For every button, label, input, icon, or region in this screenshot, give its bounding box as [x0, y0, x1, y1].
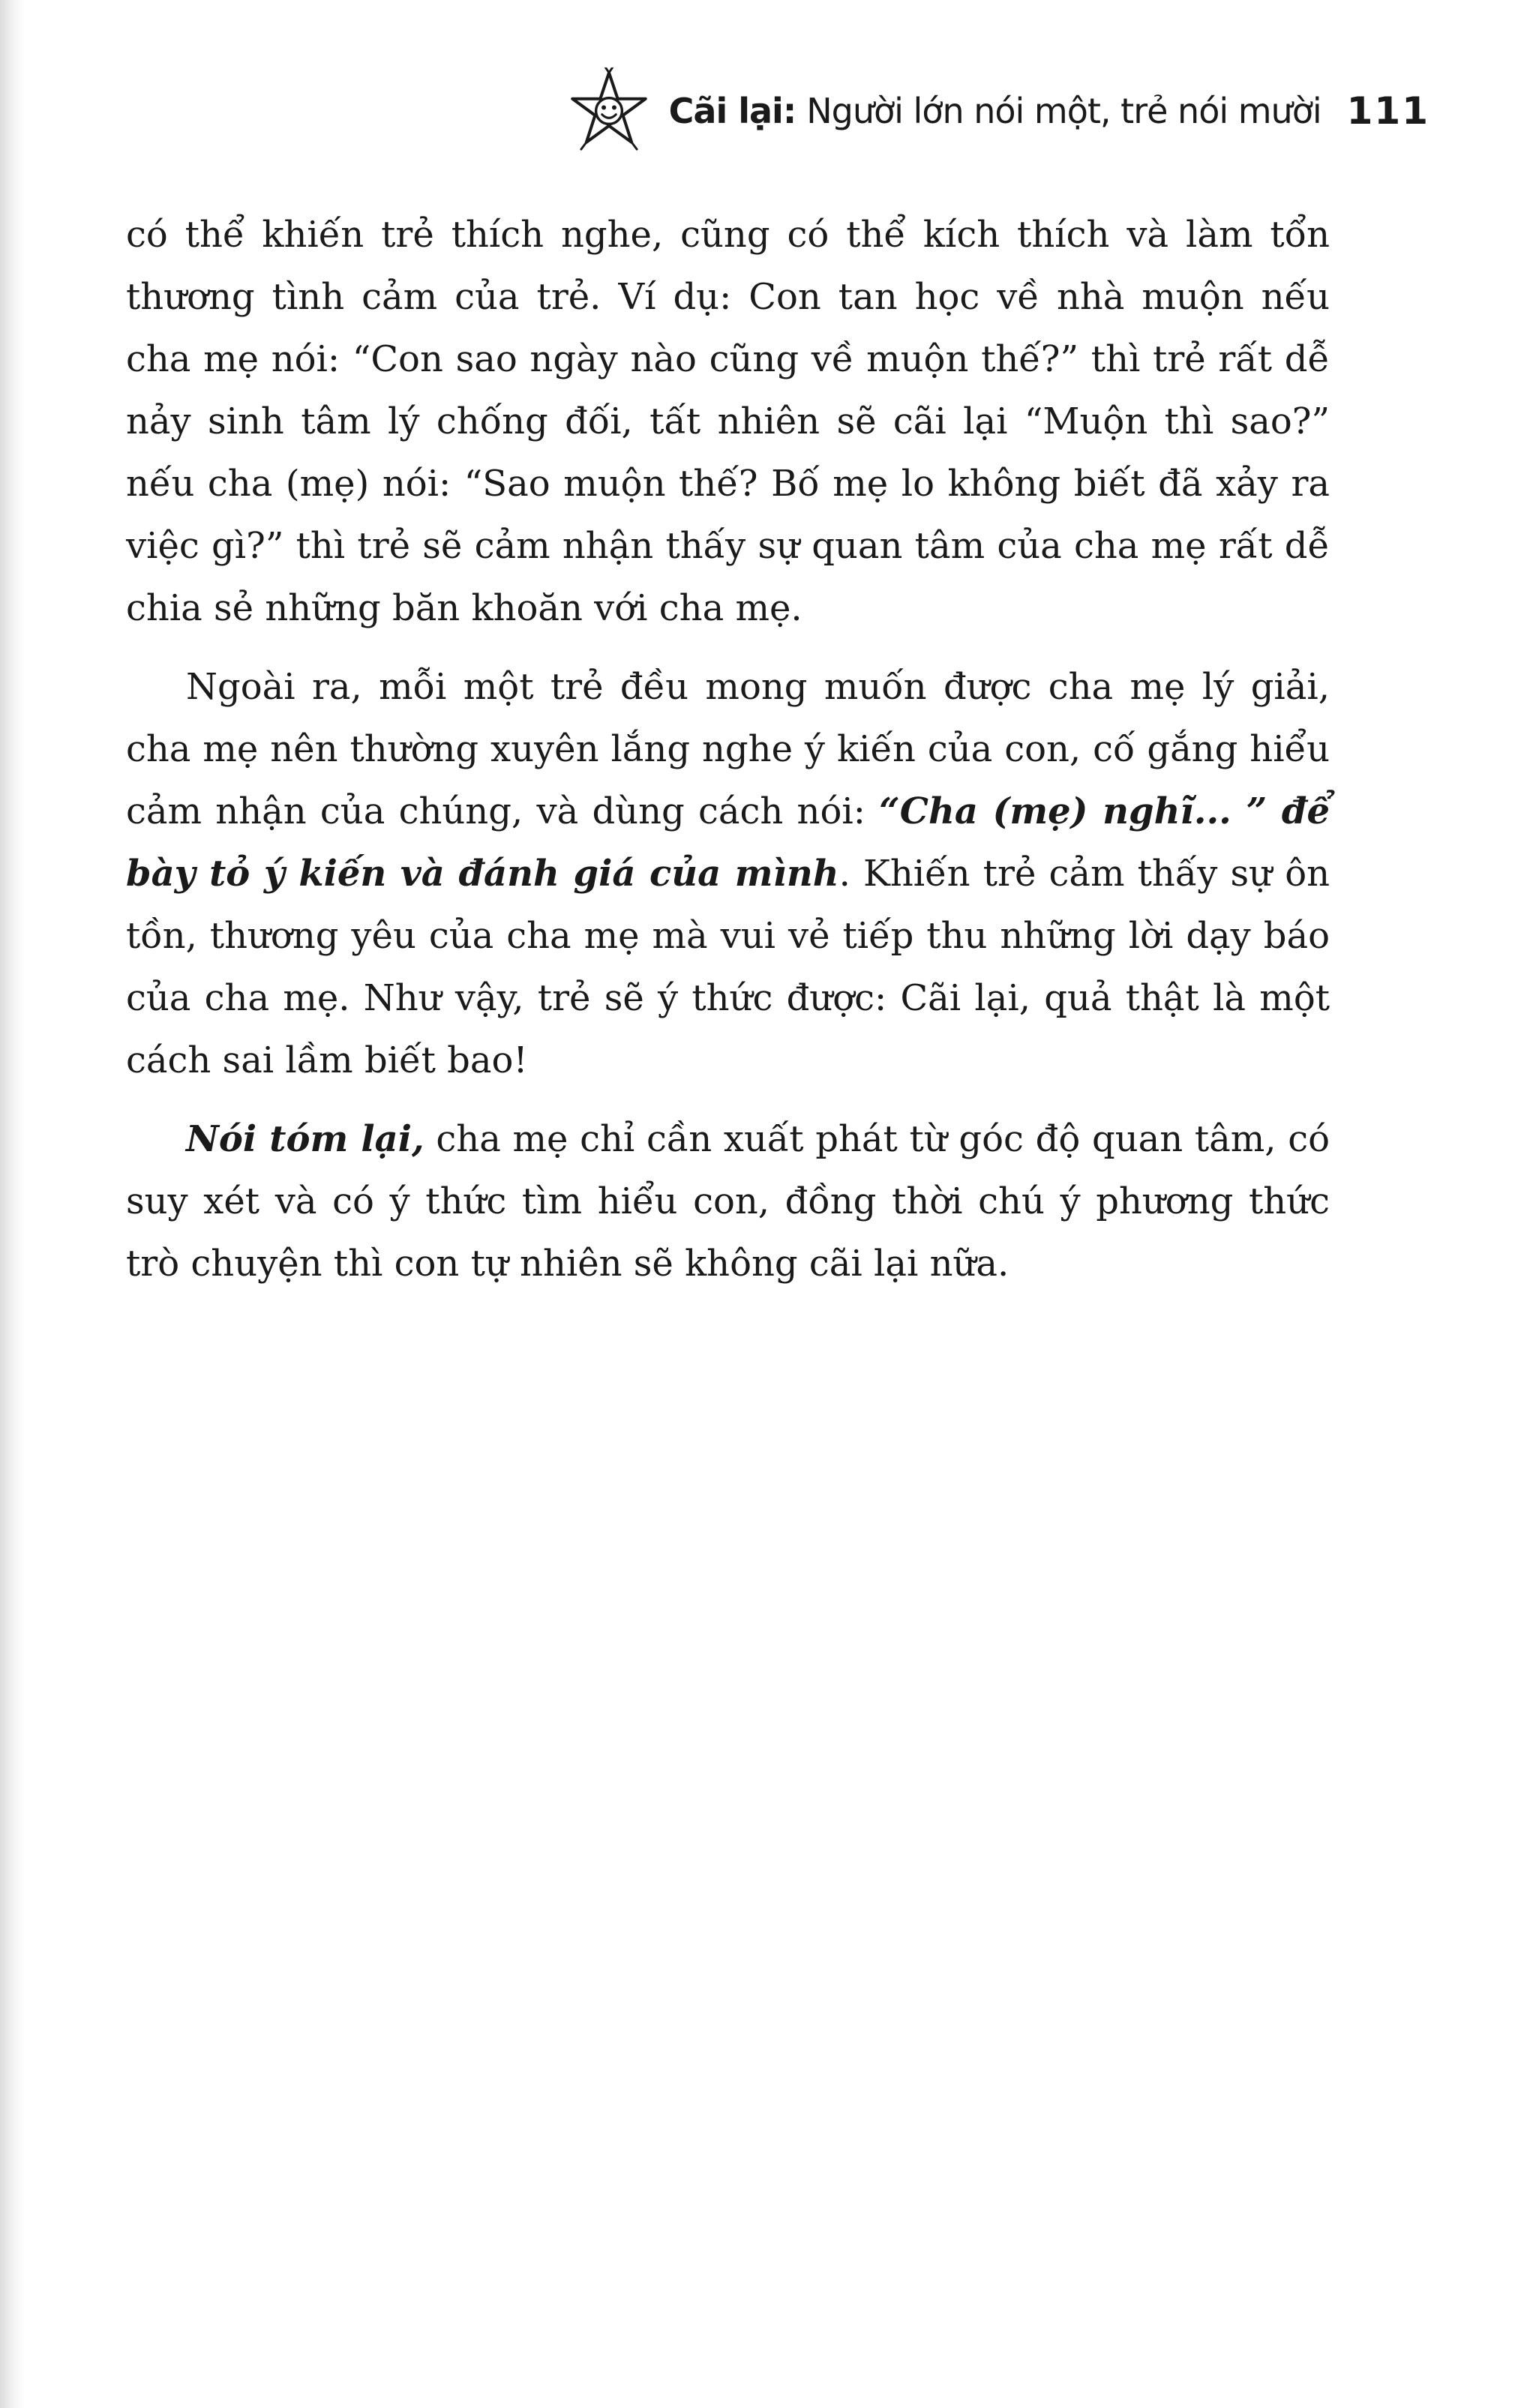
page-number: 111 [1346, 89, 1430, 133]
paragraph-text: cha mẹ chỉ cần xuất phát từ góc độ quan tâm, có suy xét và có ý thức tìm hiểu con, đồng thời chú ý phương thức trò chuyện thì con tự nhiên sẽ không cãi lại nữa. [126, 1118, 1330, 1285]
chapter-label: Cãi lại: [668, 91, 796, 131]
paragraph [126, 656, 1330, 1092]
paragraph-continuation [126, 204, 1330, 640]
paragraph-text: Ngoài ra, mỗi một trẻ đều mong muốn được cha mẹ lý giải, cha mẹ nên thường xuyên lắng nghe ý kiến của con, cố gắng hiểu cảm nhận của chúng, và dùng cách nói: [126, 666, 1330, 832]
paragraph-text: có thể khiến trẻ thích nghe, cũng có thể kích thích và làm tổn thương tình cảm của trẻ. Ví dụ: Con tan học về nhà muộn nếu cha mẹ nói: “Con sao ngày nào cũng về muộn thế?” thì trẻ rất dễ nảy sinh tâm lý chống đối, tất nhiên sẽ cãi lại “Muộn thì sao?” nếu cha (mẹ) nói: “Sao muộn thế? Bố mẹ lo không biết đã xảy ra việc gì?” thì trẻ sẽ cảm nhận thấy sự quan tâm của cha mẹ rất dễ chia sẻ những băn khoăn với cha mẹ. [126, 214, 1330, 629]
chapter-title: Người lớn nói một, trẻ nói mười [806, 91, 1322, 131]
body-text [126, 204, 1330, 1312]
running-header [566, 66, 1430, 156]
emphasized-text: Nói tóm lại, [186, 1118, 424, 1160]
paragraph-summary [126, 1108, 1330, 1295]
smiling-star-icon [566, 67, 652, 154]
emphasized-text: “Cha (mẹ) nghĩ... ” để bày tỏ ý kiến và đánh giá của mình [126, 790, 1330, 895]
paragraph-text: . Khiến trẻ cảm thấy sự ôn tồn, thương yêu của cha mẹ mà vui vẻ tiếp thu những lời dạy báo của cha mẹ. Như vậy, trẻ sẽ ý thức được: Cãi lại, quả thật là một cách sai lầm biết bao! [126, 853, 1330, 1081]
page-gutter-shadow [0, 0, 26, 2408]
